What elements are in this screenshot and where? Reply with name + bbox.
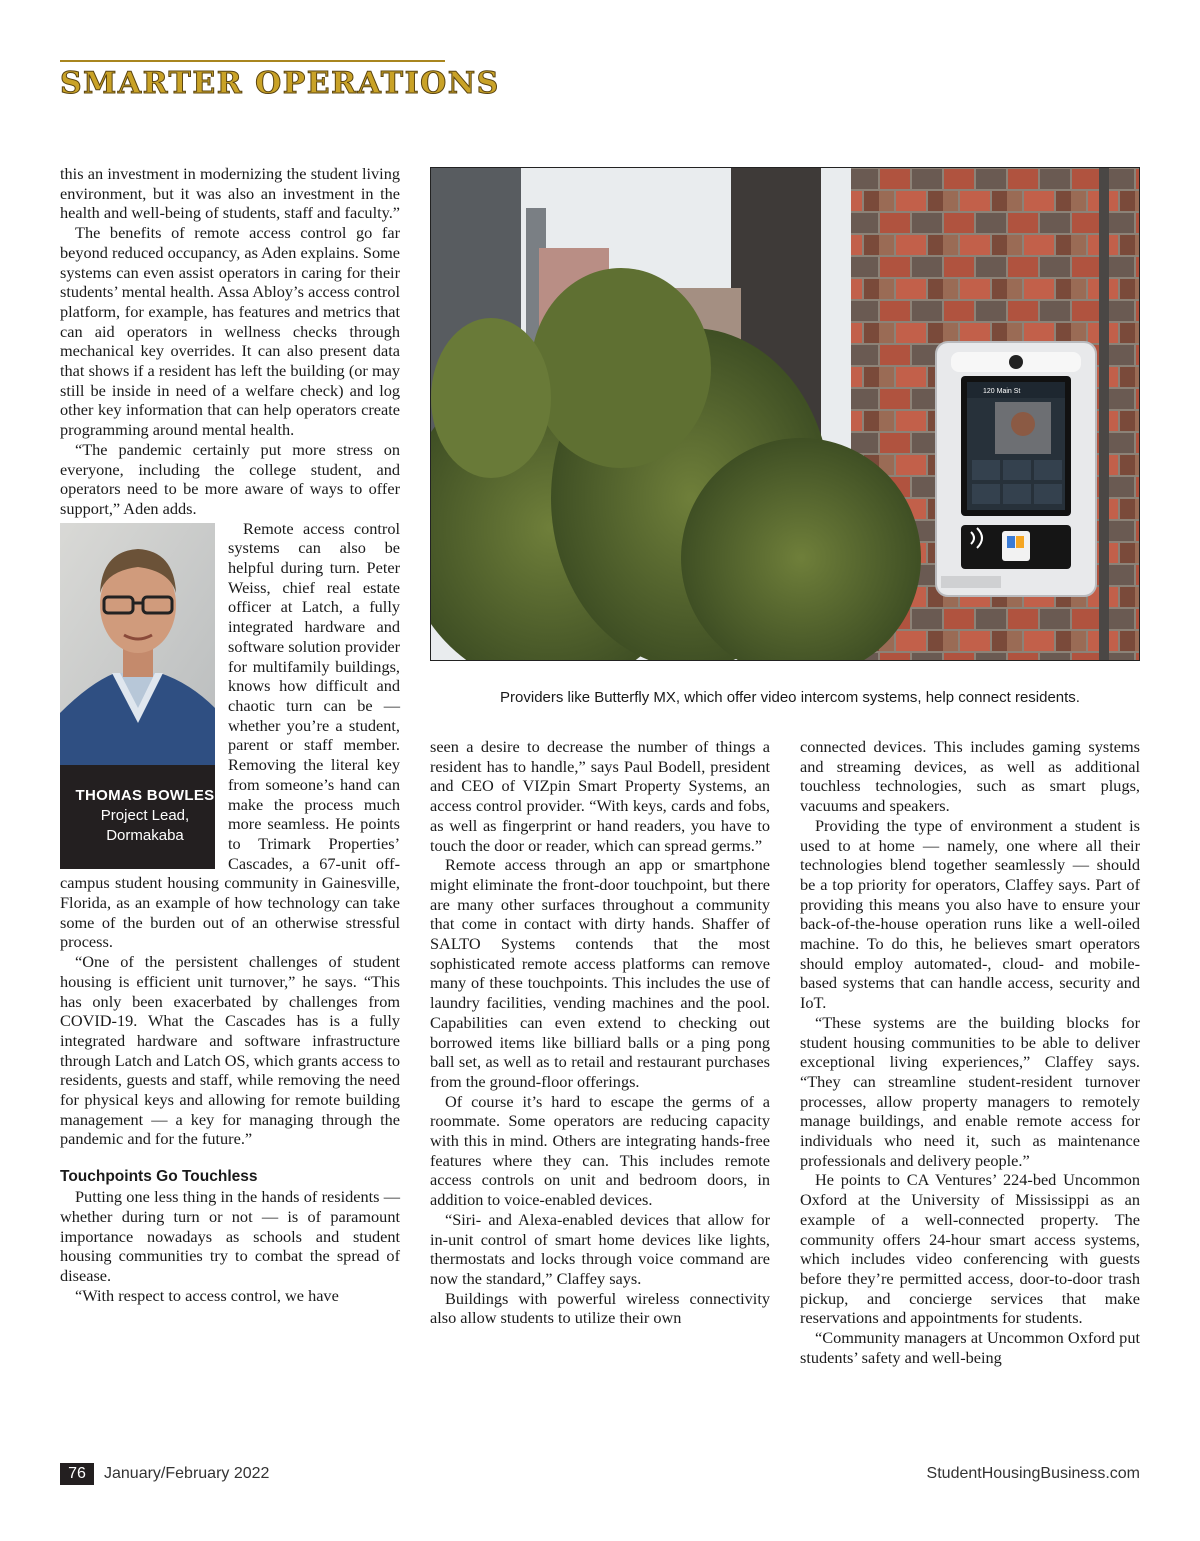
article-column-right — [800, 737, 1140, 1368]
header-rule — [60, 60, 445, 62]
intercom-photo — [430, 167, 1140, 661]
paragraph: connected devices. This includes gaming systems and streaming devices, as well as additional touchless technologies, such as smart plugs, vacuums and speakers. — [800, 737, 1140, 816]
article-column-left — [60, 164, 400, 1305]
paragraph: this an investment in modernizing the student living environment, but it was also an investment in the health and well-being of students, staff and faculty.” — [60, 164, 400, 223]
paragraph: Of course it’s hard to escape the germs of a roommate. Some operators are reducing capacity with this in mind. Others are integrating hands-free features where they can. This includes remote access controls on unit and bedroom doors, in addition to voice-enabled devices. — [430, 1091, 770, 1210]
intercom-screen-title: 120 Main St — [983, 388, 1021, 395]
headshot-photo — [60, 523, 215, 765]
paragraph: “Siri- and Alexa-enabled devices that allow for in-unit control of smart home devices like lights, thermostats and locks through voice command are now the standard,” Claffey says. — [430, 1209, 770, 1288]
page-number: 76 — [60, 1463, 94, 1485]
paragraph: Remote access through an app or smartphone might eliminate the front-door touchpoint, but there are many other surfaces throughout a community that come in contact with dirty hands. Shaffer of SALTO Systems contends that the most sophisticated remote access platforms can remove many of these touchpoints. This includes the use of laundry facilities, vending machines and the pool. Capabilities can even extend to checking out borrowed items like billiard balls or a ping pong ball set, as well as to retail and restaurant purchases from the ground-floor offerings. — [430, 855, 770, 1091]
paragraph: Buildings with powerful wireless connectivity also allow students to utilize their own — [430, 1288, 770, 1328]
paragraph — [60, 519, 400, 952]
article-column-middle — [430, 737, 770, 1328]
paragraph: “Community managers at Uncommon Oxford put students’ safety and well-being — [800, 1328, 1140, 1367]
headshot-name: THOMAS BOWLES — [75, 786, 215, 804]
paragraph: Providing the type of environment a student is used to at home — namely, one where all their technologies blend together seamlessly — should be a top priority for operators, Claffey says. Part of providing this means you also have to ensure your back-of-the-house operation runs like a well-oiled machine. To do this, he believes smart operators should employ automated-, cloud- and mobile-based systems that can handle access, security and IoT. — [800, 815, 1140, 1013]
headshot-figure — [60, 523, 215, 869]
paragraph: He points to CA Ventures’ 224-bed Uncommon Oxford at the University of Mississippi as an example of a well-connected property. The community offers 24-hour smart access systems, which includes video conferencing with guests before they’re permitted access, door-to-door trash pickup, and concierge services that make reservations and appointments for students. — [800, 1170, 1140, 1328]
paragraph-text: Remote access control systems can also be helpful during turn. Peter Weiss, chief real estate officer at Latch, a fully integrated hardware and software solution provider for multifamily buildings, knows how difficult and chaotic turn can be — whether you’re a student, parent or staff member. Removing the literal key from someone’s hand can make the process much more seamless. He points to Trimark Properties’ Cascades, a 67-unit off-campus student housing community in Gainesville, Florida, as an example of how technology can take some of the burden out of an otherwise stressful process. — [60, 518, 400, 952]
paragraph: “The pandemic certainly put more stress on everyone, including the college student, and operators need to be more aware of ways to offer support,” Aden adds. — [60, 439, 400, 518]
paragraph: The benefits of remote access control go far beyond reduced occupancy, as Aden explains. Some systems can even assist operators in caring for their students’ mental health. Assa Abloy’s access control platform, for example, has features and metrics that can aid operators in wellness checks through mechanical key overrides. It can also present data that shows if a resident has left the building (or may still be inside in need of a welfare check) and log other key information that can help operators create programming around mental health. — [60, 223, 400, 440]
paragraph: “With respect to access control, we have — [75, 1285, 339, 1305]
paragraph: seen a desire to decrease the number of things a resident has to handle,” says Paul Bodell, president and CEO of VIZpin Smart Property Systems, an access control provider. “With keys, cards and fobs, as well as fingerprint or hand readers, you have to touch the door or reader, which can spread germs.” — [430, 737, 770, 855]
subheading: Touchpoints Go Touchless — [60, 1168, 258, 1186]
intercom-photo-illustration — [431, 168, 1139, 660]
section-title: SMARTER OPERATIONS — [60, 66, 500, 101]
headshot-caption — [60, 765, 215, 869]
publication-site: StudentHousingBusiness.com — [926, 1465, 1140, 1482]
headshot-company: Dormakaba — [106, 826, 184, 844]
paragraph: “One of the persistent challenges of student housing is efficient unit turnover,” he says. “This has only been exacerbated by challenges from COVID-19. What the Cascades has is a fully integrated hardware and software infrastructure through Latch and Latch OS, which grants access to residents, guests and staff, while removing the need for physical keys and allowing for remote building management — a key for managing through the pandemic and for the future.” — [60, 952, 400, 1149]
photo-caption: Providers like Butterfly MX, which offer video intercom systems, help connect residents. — [500, 689, 1080, 706]
paragraph: Putting one less thing in the hands of residents — whether during turn or not — is of paramount importance nowadays as schools and student housing communities try to combat the spread of disease. — [60, 1187, 400, 1285]
headshot-title: Project Lead, — [100, 806, 190, 824]
issue-date: January/February 2022 — [104, 1465, 270, 1482]
paragraph: “These systems are the building blocks for student housing communities to be able to deliver exceptional living experiences,” Claffey says. “They can streamline student-resident turnover processes, allow property managers to remotely manage buildings, and enable remote access for individuals who need it, such as maintenance professionals and delivery people.” — [800, 1012, 1140, 1170]
